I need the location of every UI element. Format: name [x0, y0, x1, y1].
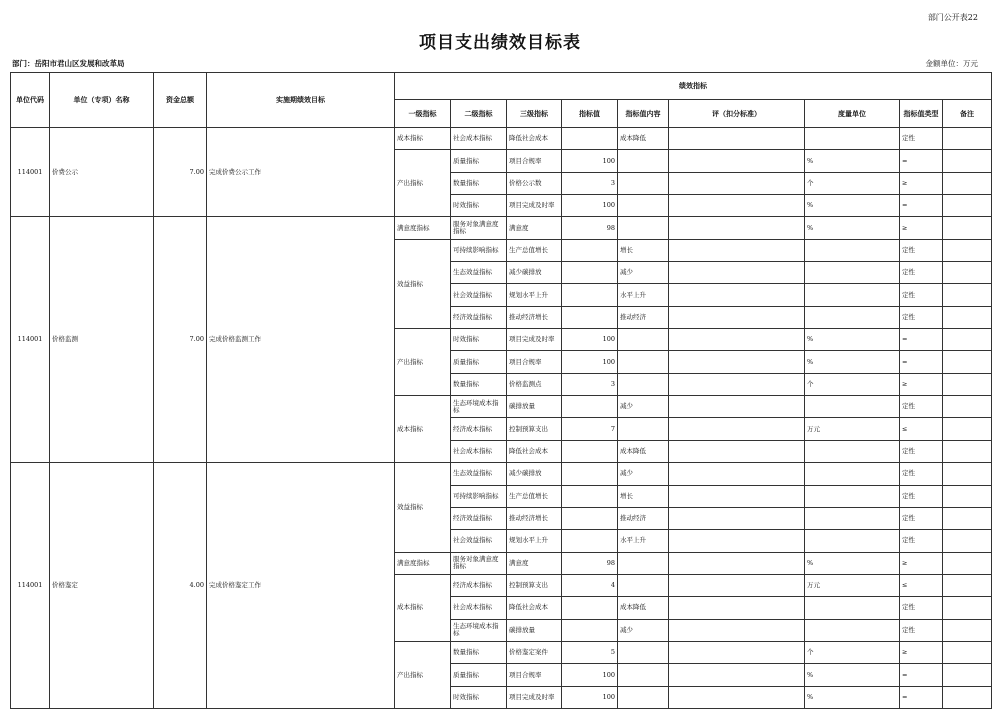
value-type: 定性: [900, 530, 943, 552]
indicator-content: 减少: [618, 262, 669, 284]
project-target: 完成价格鉴定工作: [207, 463, 395, 709]
remark: [943, 262, 992, 284]
indicator-content: 成本降低: [618, 597, 669, 619]
indicator-content: 推动经济: [618, 306, 669, 328]
level2-indicator: 质量指标: [451, 150, 507, 172]
level1-indicator: 满意度指标: [395, 552, 451, 574]
level1-indicator: 产出指标: [395, 641, 451, 708]
scoring-standard: [669, 172, 805, 194]
level2-indicator: 服务对象满意度指标: [451, 217, 507, 239]
scoring-standard: [669, 150, 805, 172]
indicator-content: [618, 686, 669, 708]
indicator-value: [562, 128, 618, 150]
value-type: =: [900, 329, 943, 351]
remark: [943, 641, 992, 663]
indicator-value: [562, 597, 618, 619]
level1-indicator: 成本指标: [395, 128, 451, 150]
scoring-standard: [669, 664, 805, 686]
remark: [943, 150, 992, 172]
value-type: 定性: [900, 619, 943, 641]
indicator-content: [618, 664, 669, 686]
level3-indicator: 推动经济增长: [507, 306, 562, 328]
scoring-standard: [669, 128, 805, 150]
indicator-value: [562, 619, 618, 641]
indicator-value: [562, 440, 618, 462]
level3-indicator: 碳排放量: [507, 619, 562, 641]
project-name: 价格监测: [50, 217, 154, 463]
header-value: 指标值: [562, 100, 618, 128]
value-type: =: [900, 664, 943, 686]
indicator-value: 7: [562, 418, 618, 440]
measure-unit: [805, 619, 900, 641]
measure-unit: [805, 396, 900, 418]
measure-unit: [805, 239, 900, 261]
value-type: 定性: [900, 463, 943, 485]
indicator-content: [618, 373, 669, 395]
measure-unit: 个: [805, 172, 900, 194]
level3-indicator: 项目合规率: [507, 351, 562, 373]
indicator-content: 成本降低: [618, 440, 669, 462]
value-type: 定性: [900, 440, 943, 462]
remark: [943, 239, 992, 261]
value-type: ≥: [900, 373, 943, 395]
measure-unit: [805, 597, 900, 619]
measure-unit: 个: [805, 373, 900, 395]
level3-indicator: 价格公示数: [507, 172, 562, 194]
measure-unit: 万元: [805, 418, 900, 440]
project-amount: 7.00: [154, 217, 207, 463]
project-name: 价费公示: [50, 128, 154, 217]
level3-indicator: 生产总值增长: [507, 485, 562, 507]
measure-unit: %: [805, 686, 900, 708]
measure-unit: [805, 262, 900, 284]
table-row: [11, 463, 992, 485]
level3-indicator: 价格鉴定案件: [507, 641, 562, 663]
indicator-value: [562, 284, 618, 306]
measure-unit: %: [805, 552, 900, 574]
indicator-value: [562, 485, 618, 507]
remark: [943, 351, 992, 373]
measure-unit: %: [805, 329, 900, 351]
level2-indicator: 时效指标: [451, 195, 507, 217]
indicator-value: 3: [562, 172, 618, 194]
indicator-value: 100: [562, 351, 618, 373]
indicator-content: [618, 172, 669, 194]
value-type: ≥: [900, 641, 943, 663]
indicator-content: [618, 418, 669, 440]
value-type: ≥: [900, 217, 943, 239]
level3-indicator: 碳排放量: [507, 396, 562, 418]
level2-indicator: 时效指标: [451, 329, 507, 351]
level2-indicator: 生态效益指标: [451, 463, 507, 485]
project-amount: 4.00: [154, 463, 207, 709]
value-type: 定性: [900, 396, 943, 418]
indicator-value: 100: [562, 150, 618, 172]
level3-indicator: 项目完成及时率: [507, 195, 562, 217]
measure-unit: [805, 284, 900, 306]
level2-indicator: 可持续影响指标: [451, 239, 507, 261]
indicator-content: 减少: [618, 396, 669, 418]
scoring-standard: [669, 552, 805, 574]
remark: [943, 485, 992, 507]
level2-indicator: 经济效益指标: [451, 507, 507, 529]
value-type: 定性: [900, 485, 943, 507]
project-target: 完成价格监测工作: [207, 217, 395, 463]
performance-table: [10, 72, 992, 709]
form-number-label: 部门公开表22: [927, 13, 978, 22]
level2-indicator: 经济效益指标: [451, 306, 507, 328]
level3-indicator: 控制预算支出: [507, 574, 562, 596]
remark: [943, 373, 992, 395]
measure-unit: 个: [805, 641, 900, 663]
indicator-content: 减少: [618, 619, 669, 641]
header-remark: 备注: [943, 100, 992, 128]
level2-indicator: 社会效益指标: [451, 284, 507, 306]
indicator-content: 减少: [618, 463, 669, 485]
value-type: 定性: [900, 507, 943, 529]
project-target: 完成价费公示工作: [207, 128, 395, 217]
project-code: 114001: [11, 128, 50, 217]
header-measure-unit: 度量单位: [805, 100, 900, 128]
level2-indicator: 质量指标: [451, 664, 507, 686]
indicator-content: 水平上升: [618, 530, 669, 552]
measure-unit: %: [805, 664, 900, 686]
remark: [943, 128, 992, 150]
value-type: 定性: [900, 597, 943, 619]
remark: [943, 574, 992, 596]
level3-indicator: 控制预算支出: [507, 418, 562, 440]
indicator-value: 100: [562, 686, 618, 708]
measure-unit: 万元: [805, 574, 900, 596]
level1-indicator: 满意度指标: [395, 217, 451, 239]
level2-indicator: 时效指标: [451, 686, 507, 708]
level3-indicator: 项目完成及时率: [507, 686, 562, 708]
level3-indicator: 项目合规率: [507, 664, 562, 686]
level2-indicator: 经济成本指标: [451, 418, 507, 440]
scoring-standard: [669, 217, 805, 239]
level2-indicator: 质量指标: [451, 351, 507, 373]
indicator-content: 增长: [618, 239, 669, 261]
scoring-standard: [669, 619, 805, 641]
indicator-content: 成本降低: [618, 128, 669, 150]
level1-indicator: 成本指标: [395, 574, 451, 641]
remark: [943, 329, 992, 351]
header-indicators: 绩效指标: [395, 73, 992, 100]
level2-indicator: 可持续影响指标: [451, 485, 507, 507]
table-row: [11, 128, 992, 150]
remark: [943, 396, 992, 418]
value-type: ≥: [900, 552, 943, 574]
indicator-content: [618, 329, 669, 351]
indicator-value: 5: [562, 641, 618, 663]
header-value-type: 指标值类型: [900, 100, 943, 128]
value-type: 定性: [900, 284, 943, 306]
level3-indicator: 降低社会成本: [507, 128, 562, 150]
value-type: 定性: [900, 239, 943, 261]
scoring-standard: [669, 463, 805, 485]
remark: [943, 440, 992, 462]
header-content: 指标值内容: [618, 100, 669, 128]
scoring-standard: [669, 329, 805, 351]
header-target: 实施期绩效目标: [207, 73, 395, 128]
measure-unit: %: [805, 217, 900, 239]
level3-indicator: 规划水平上升: [507, 530, 562, 552]
remark: [943, 619, 992, 641]
level3-indicator: 推动经济增长: [507, 507, 562, 529]
measure-unit: [805, 128, 900, 150]
level2-indicator: 经济成本指标: [451, 574, 507, 596]
level1-indicator: 效益指标: [395, 239, 451, 328]
value-type: =: [900, 686, 943, 708]
indicator-content: [618, 351, 669, 373]
indicator-value: 98: [562, 217, 618, 239]
level1-indicator: 产出指标: [395, 150, 451, 217]
remark: [943, 664, 992, 686]
remark: [943, 172, 992, 194]
indicator-value: 3: [562, 373, 618, 395]
level3-indicator: 价格监测点: [507, 373, 562, 395]
scoring-standard: [669, 597, 805, 619]
level2-indicator: 生态环境成本指标: [451, 619, 507, 641]
value-type: ≤: [900, 574, 943, 596]
remark: [943, 507, 992, 529]
level1-indicator: 成本指标: [395, 396, 451, 463]
indicator-content: 推动经济: [618, 507, 669, 529]
level3-indicator: 降低社会成本: [507, 440, 562, 462]
level2-indicator: 生态环境成本指标: [451, 396, 507, 418]
level2-indicator: 社会成本指标: [451, 597, 507, 619]
scoring-standard: [669, 686, 805, 708]
level3-indicator: 生产总值增长: [507, 239, 562, 261]
measure-unit: [805, 306, 900, 328]
scoring-standard: [669, 195, 805, 217]
level2-indicator: 社会效益指标: [451, 530, 507, 552]
measure-unit: %: [805, 351, 900, 373]
indicator-content: [618, 217, 669, 239]
scoring-standard: [669, 641, 805, 663]
indicator-value: [562, 306, 618, 328]
level2-indicator: 生态效益指标: [451, 262, 507, 284]
indicator-content: [618, 552, 669, 574]
indicator-value: 100: [562, 664, 618, 686]
indicator-value: [562, 396, 618, 418]
value-type: ≥: [900, 172, 943, 194]
scoring-standard: [669, 507, 805, 529]
level3-indicator: 项目合规率: [507, 150, 562, 172]
indicator-value: 98: [562, 552, 618, 574]
measure-unit: [805, 463, 900, 485]
value-type: 定性: [900, 262, 943, 284]
level1-indicator: 效益指标: [395, 463, 451, 552]
value-type: =: [900, 150, 943, 172]
level3-indicator: 满意度: [507, 217, 562, 239]
level3-indicator: 减少碳排放: [507, 262, 562, 284]
scoring-standard: [669, 440, 805, 462]
measure-unit: %: [805, 195, 900, 217]
header-level1: 一级指标: [395, 100, 451, 128]
header-level3: 三级指标: [507, 100, 562, 128]
project-amount: 7.00: [154, 128, 207, 217]
page-title: 项目支出绩效目标表: [419, 33, 581, 53]
level2-indicator: 社会成本指标: [451, 128, 507, 150]
header-unit-name: 单位（专项）名称: [50, 73, 154, 128]
table-row: [11, 217, 992, 239]
measure-unit: [805, 530, 900, 552]
scoring-standard: [669, 574, 805, 596]
value-type: 定性: [900, 128, 943, 150]
remark: [943, 306, 992, 328]
measure-unit: [805, 485, 900, 507]
value-type: 定性: [900, 306, 943, 328]
indicator-value: 4: [562, 574, 618, 596]
level2-indicator: 社会成本指标: [451, 440, 507, 462]
scoring-standard: [669, 373, 805, 395]
scoring-standard: [669, 485, 805, 507]
header-scoring: 评（扣分标准）: [669, 100, 805, 128]
indicator-value: [562, 239, 618, 261]
scoring-standard: [669, 262, 805, 284]
header-level2: 二级指标: [451, 100, 507, 128]
indicator-value: 100: [562, 329, 618, 351]
level3-indicator: 降低社会成本: [507, 597, 562, 619]
remark: [943, 418, 992, 440]
measure-unit: [805, 507, 900, 529]
indicator-content: [618, 195, 669, 217]
indicator-value: [562, 507, 618, 529]
project-code: 114001: [11, 463, 50, 709]
header-unit-code: 单位代码: [11, 73, 50, 128]
level1-indicator: 产出指标: [395, 329, 451, 396]
value-type: =: [900, 195, 943, 217]
indicator-value: [562, 463, 618, 485]
level3-indicator: 减少碳排放: [507, 463, 562, 485]
remark: [943, 530, 992, 552]
remark: [943, 195, 992, 217]
project-code: 114001: [11, 217, 50, 463]
remark: [943, 463, 992, 485]
remark: [943, 552, 992, 574]
scoring-standard: [669, 418, 805, 440]
scoring-standard: [669, 351, 805, 373]
department-label: 部门：岳阳市君山区发展和改革局: [12, 59, 125, 68]
indicator-content: 增长: [618, 485, 669, 507]
level2-indicator: 数量指标: [451, 172, 507, 194]
project-name: 价格鉴定: [50, 463, 154, 709]
amount-unit-label: 金额单位：万元: [925, 59, 978, 68]
indicator-value: [562, 262, 618, 284]
indicator-content: [618, 641, 669, 663]
remark: [943, 284, 992, 306]
value-type: =: [900, 351, 943, 373]
remark: [943, 597, 992, 619]
measure-unit: [805, 440, 900, 462]
level2-indicator: 服务对象满意度指标: [451, 552, 507, 574]
remark: [943, 217, 992, 239]
measure-unit: %: [805, 150, 900, 172]
scoring-standard: [669, 284, 805, 306]
table-body: [11, 128, 992, 709]
scoring-standard: [669, 530, 805, 552]
header-total-funds: 资金总额: [154, 73, 207, 128]
level3-indicator: 项目完成及时率: [507, 329, 562, 351]
scoring-standard: [669, 396, 805, 418]
value-type: ≤: [900, 418, 943, 440]
indicator-content: [618, 150, 669, 172]
indicator-value: [562, 530, 618, 552]
scoring-standard: [669, 239, 805, 261]
scoring-standard: [669, 306, 805, 328]
remark: [943, 686, 992, 708]
level2-indicator: 数量指标: [451, 641, 507, 663]
indicator-content: [618, 574, 669, 596]
indicator-value: 100: [562, 195, 618, 217]
level3-indicator: 规划水平上升: [507, 284, 562, 306]
indicator-content: 水平上升: [618, 284, 669, 306]
level2-indicator: 数量指标: [451, 373, 507, 395]
level3-indicator: 满意度: [507, 552, 562, 574]
